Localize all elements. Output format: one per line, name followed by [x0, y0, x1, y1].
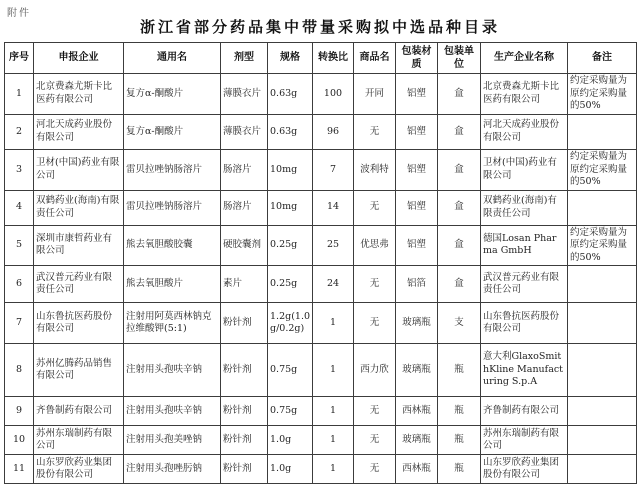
table-cell: 无 [354, 115, 396, 150]
table-row [5, 190, 637, 225]
table-cell: 粉针剂 [221, 344, 268, 397]
table-cell: 复方α-酮酸片 [124, 74, 221, 115]
table-cell: 粉针剂 [221, 426, 268, 455]
column-header: 申报企业 [34, 43, 124, 74]
table-cell: 齐鲁制药有限公司 [481, 397, 568, 426]
table-cell: 肠溶片 [221, 190, 268, 225]
table-cell: 熊去氧胆酸片 [124, 266, 221, 303]
table-cell: 熊去氧胆酸胶囊 [124, 225, 221, 266]
table-cell: 1 [313, 344, 354, 397]
page-title: 浙江省部分药品集中带量采购拟中选品种目录 [139, 18, 500, 36]
table-cell: 25 [313, 225, 354, 266]
table-cell: 西林瓶 [396, 455, 438, 484]
table-row [5, 397, 637, 426]
column-header: 规格 [268, 43, 313, 74]
table-cell: 薄膜衣片 [221, 115, 268, 150]
table-row [5, 303, 637, 344]
table-cell: 山东鲁抗医药股份有限公司 [34, 303, 124, 344]
table-cell: 14 [313, 190, 354, 225]
table-cell: 山东罗欣药业集团股份有限公司 [481, 455, 568, 484]
table-cell: 瓶 [438, 426, 481, 455]
column-header: 通用名 [124, 43, 221, 74]
table-header [5, 43, 637, 74]
table-cell: 武汉普元药业有限责任公司 [481, 266, 568, 303]
table-cell: 无 [354, 303, 396, 344]
table-cell: 苏州东瑞制药有限公司 [34, 426, 124, 455]
table-row [5, 150, 637, 191]
table-row [5, 74, 637, 115]
table-cell: 德国Losan Pharma GmbH [481, 225, 568, 266]
table-row [5, 426, 637, 455]
table-cell: 7 [5, 303, 34, 344]
table-cell: 玻璃瓶 [396, 426, 438, 455]
table-cell [568, 426, 637, 455]
table-cell: 0.63g [268, 115, 313, 150]
table-cell: 复方α-酮酸片 [124, 115, 221, 150]
table-cell: 约定采购量为原约定采购量的50% [568, 74, 637, 115]
table-cell: 优思弗 [354, 225, 396, 266]
table-cell: 5 [5, 225, 34, 266]
table-cell: 24 [313, 266, 354, 303]
table-cell: 铝塑 [396, 115, 438, 150]
table-cell: 无 [354, 190, 396, 225]
table-cell: 6 [5, 266, 34, 303]
table-cell: 4 [5, 190, 34, 225]
table-cell: 10mg [268, 190, 313, 225]
table-cell [568, 266, 637, 303]
table-cell: 0.75g [268, 397, 313, 426]
table-cell: 1 [313, 426, 354, 455]
table-cell: 瓶 [438, 397, 481, 426]
column-header: 包装单位 [438, 43, 481, 74]
table-cell: 1 [313, 455, 354, 484]
table-cell: 盒 [438, 74, 481, 115]
table-cell: 无 [354, 266, 396, 303]
table-cell [568, 115, 637, 150]
table-cell: 100 [313, 74, 354, 115]
table-body [5, 74, 637, 484]
table-cell: 齐鲁制药有限公司 [34, 397, 124, 426]
table-cell: 铝塑 [396, 150, 438, 191]
table-cell: 苏州东瑞制药有限公司 [481, 426, 568, 455]
table-cell: 盒 [438, 115, 481, 150]
column-header: 生产企业名称 [481, 43, 568, 74]
table-cell: 素片 [221, 266, 268, 303]
table-cell: 卫材(中国)药业有限公司 [481, 150, 568, 191]
table-cell: 西力欣 [354, 344, 396, 397]
table-row [5, 344, 637, 397]
column-header: 备注 [568, 43, 637, 74]
header-row [5, 43, 637, 74]
table-cell: 3 [5, 150, 34, 191]
table-cell [568, 397, 637, 426]
table-cell: 粉针剂 [221, 303, 268, 344]
table-cell: 山东鲁抗医药股份有限公司 [481, 303, 568, 344]
table-cell: 无 [354, 397, 396, 426]
table-cell: 8 [5, 344, 34, 397]
table-cell: 11 [5, 455, 34, 484]
table-cell [568, 344, 637, 397]
table-cell: 0.25g [268, 266, 313, 303]
table-cell: 玻璃瓶 [396, 303, 438, 344]
column-header: 转换比 [313, 43, 354, 74]
table-cell: 1 [313, 303, 354, 344]
table-cell: 西林瓶 [396, 397, 438, 426]
table-cell: 玻璃瓶 [396, 344, 438, 397]
table-cell: 0.75g [268, 344, 313, 397]
table-cell: 卫材(中国)药业有限公司 [34, 150, 124, 191]
table-cell: 约定采购量为原约定采购量的50% [568, 225, 637, 266]
table-cell: 山东罗欣药业集团股份有限公司 [34, 455, 124, 484]
table-cell [568, 455, 637, 484]
table-cell: 深圳市康哲药业有限公司 [34, 225, 124, 266]
table-row [5, 115, 637, 150]
table-cell: 盒 [438, 266, 481, 303]
table-cell: 支 [438, 303, 481, 344]
table-cell: 薄膜衣片 [221, 74, 268, 115]
column-header: 包装材质 [396, 43, 438, 74]
table-cell: 武汉普元药业有限责任公司 [34, 266, 124, 303]
table-row [5, 266, 637, 303]
table-cell: 北京费森尤斯卡比医药有限公司 [481, 74, 568, 115]
table-cell: 铝箔 [396, 266, 438, 303]
table-cell: 粉针剂 [221, 455, 268, 484]
table-cell: 10mg [268, 150, 313, 191]
table-cell: 2 [5, 115, 34, 150]
table-cell: 开同 [354, 74, 396, 115]
table-cell: 1.0g [268, 426, 313, 455]
column-header: 剂型 [221, 43, 268, 74]
table-cell: 无 [354, 426, 396, 455]
table-cell: 北京费森尤斯卡比医药有限公司 [34, 74, 124, 115]
table-cell: 1 [313, 397, 354, 426]
table-cell: 肠溶片 [221, 150, 268, 191]
table-cell: 双鹤药业(海南)有限责任公司 [481, 190, 568, 225]
table-row [5, 455, 637, 484]
table-cell: 注射用头孢呋辛钠 [124, 344, 221, 397]
table-cell: 注射用头孢呋辛钠 [124, 397, 221, 426]
table-cell: 盒 [438, 225, 481, 266]
table-cell: 1 [5, 74, 34, 115]
table-cell: 苏州亿腾药品销售有限公司 [34, 344, 124, 397]
table-cell: 盒 [438, 190, 481, 225]
attachment-label: 附件 [7, 8, 31, 19]
table-cell: 10 [5, 426, 34, 455]
table-cell: 铝塑 [396, 74, 438, 115]
table-cell: 注射用阿莫西林钠克拉维酸钾(5:1) [124, 303, 221, 344]
table-cell: 注射用头孢美唑钠 [124, 426, 221, 455]
table-cell: 9 [5, 397, 34, 426]
table-cell: 双鹤药业(海南)有限责任公司 [34, 190, 124, 225]
table-cell: 无 [354, 455, 396, 484]
table-cell: 盒 [438, 150, 481, 191]
table-row [5, 225, 637, 266]
table-cell [568, 190, 637, 225]
table-cell: 河北天成药业股份有限公司 [481, 115, 568, 150]
table-cell: 0.25g [268, 225, 313, 266]
table-cell [568, 303, 637, 344]
table-cell: 1.0g [268, 455, 313, 484]
table-cell: 瓶 [438, 344, 481, 397]
column-header: 序号 [5, 43, 34, 74]
table-cell: 瓶 [438, 455, 481, 484]
column-header: 商品名 [354, 43, 396, 74]
table-cell: 铝塑 [396, 190, 438, 225]
table-cell: 约定采购量为原约定采购量的50% [568, 150, 637, 191]
table-cell: 注射用头孢唑肟钠 [124, 455, 221, 484]
table-cell: 0.63g [268, 74, 313, 115]
table-cell: 7 [313, 150, 354, 191]
table-cell: 96 [313, 115, 354, 150]
table-cell: 铝塑 [396, 225, 438, 266]
table-cell: 河北天成药业股份有限公司 [34, 115, 124, 150]
table-cell: 雷贝拉唑钠肠溶片 [124, 190, 221, 225]
table-cell: 1.2g(1.0g/0.2g) [268, 303, 313, 344]
table-cell: 波利特 [354, 150, 396, 191]
procurement-table [4, 42, 637, 484]
table-cell: 雷贝拉唑钠肠溶片 [124, 150, 221, 191]
table-cell: 粉针剂 [221, 397, 268, 426]
table-cell: 硬胶囊剂 [221, 225, 268, 266]
table-cell: 意大利GlaxoSmithKline Manufacturing S.p.A [481, 344, 568, 397]
